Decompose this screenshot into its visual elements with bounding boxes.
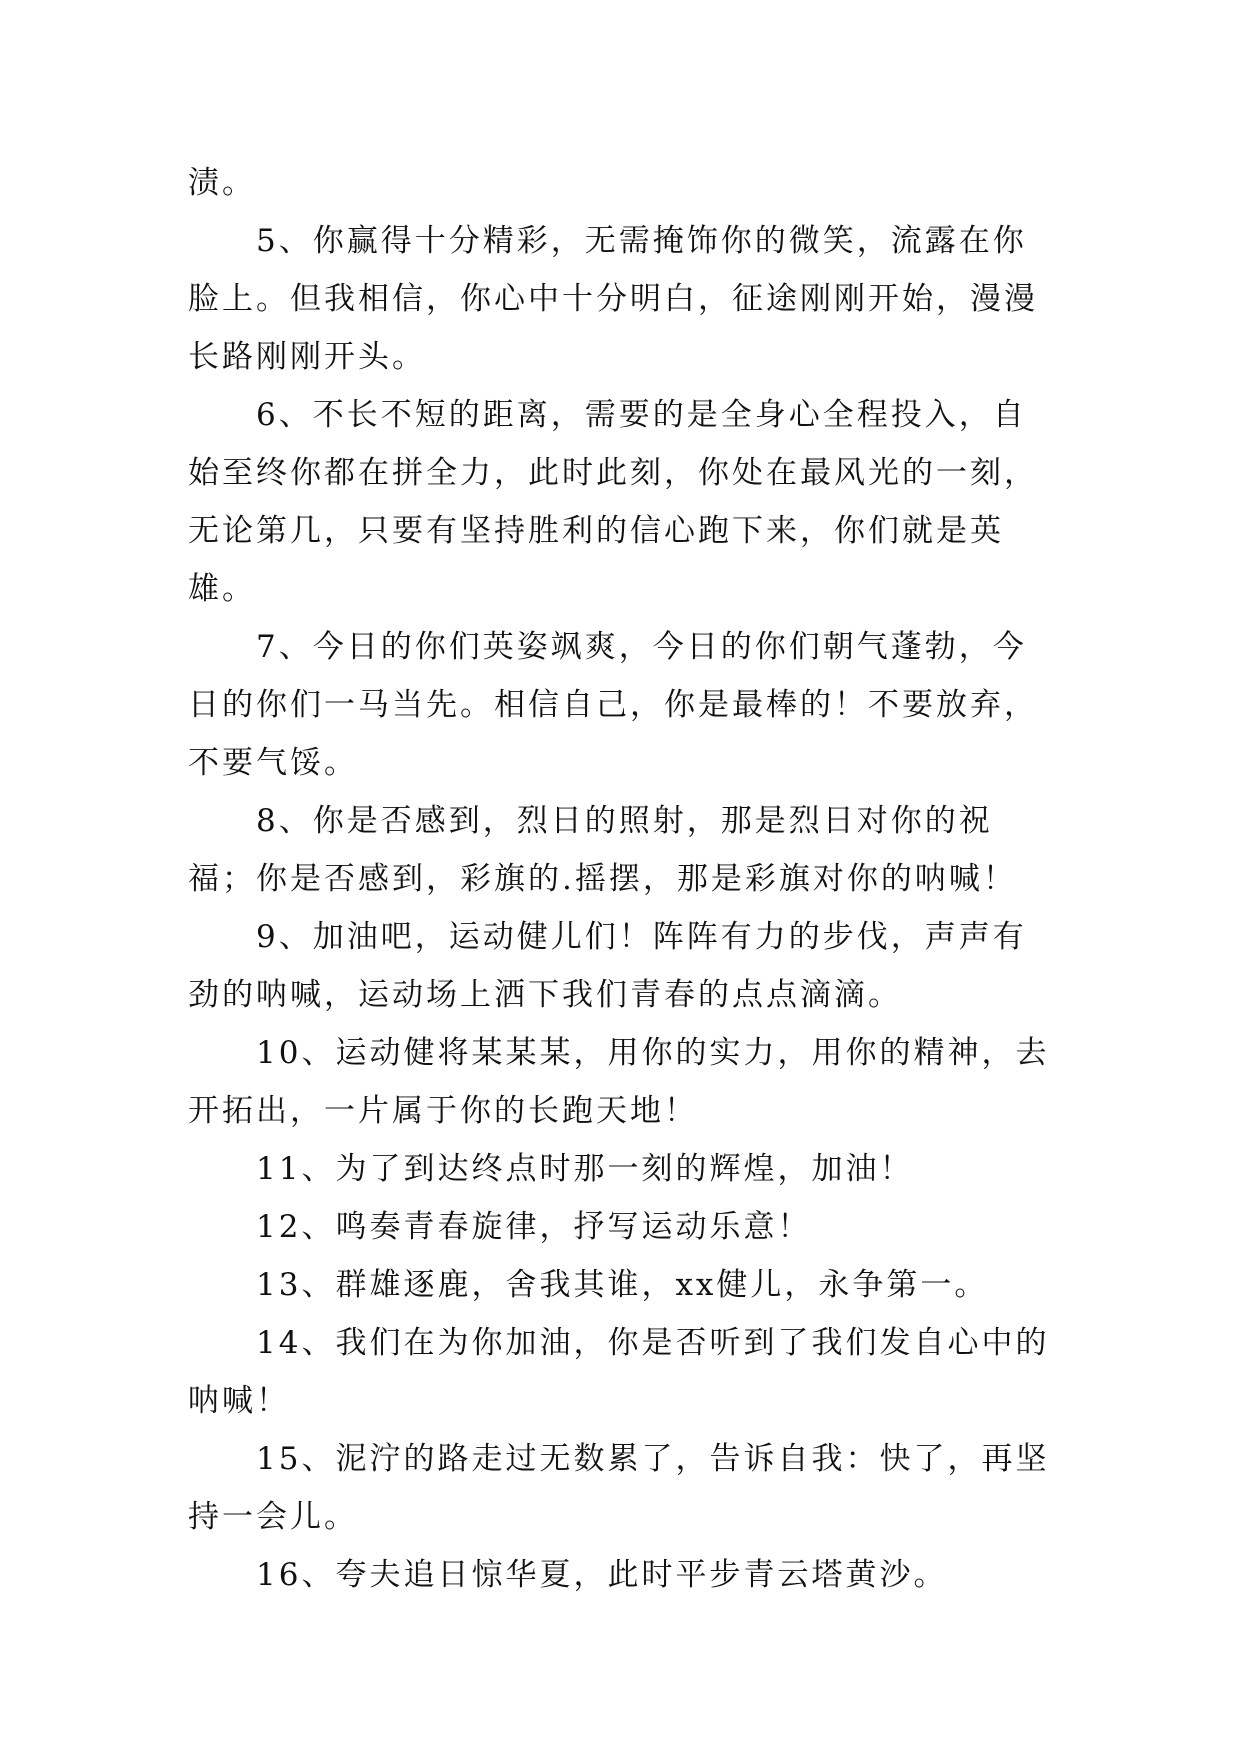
paragraph-15: 15、泥泞的路走过无数累了，告诉自我：快了，再坚持一会儿。 [188,1441,1050,1535]
paragraph-13: 13、群雄逐鹿，舍我其谁，xx健儿，永争第一。 [256,1267,989,1303]
paragraph-5: 5、你赢得十分精彩，无需掩饰你的微笑，流露在你脸上。但我相信，你心中十分明白，征途刚刚开始，漫漫长路刚刚开头。 [188,223,1038,375]
paragraph-fragment: 渍。 [188,165,256,201]
paragraph-10: 10、运动健将某某某，用你的实力，用你的精神，去开拓出，一片属于你的长跑天地！ [188,1035,1050,1129]
paragraph-14: 14、我们在为你加油，你是否听到了我们发自心中的呐喊！ [188,1325,1050,1419]
paragraph-6: 6、不长不短的距离，需要的是全身心全程投入，自始至终你都在拼全力，此时此刻，你处在最风光的一刻，无论第几，只要有坚持胜利的信心跑下来，你们就是英雄。 [188,397,1038,607]
paragraph-12: 12、鸣奏青春旋律，抒写运动乐意！ [256,1209,812,1245]
paragraph-11: 11、为了到达终点时那一刻的辉煌，加油！ [256,1151,914,1187]
paragraph-7: 7、今日的你们英姿飒爽，今日的你们朝气蓬勃，今日的你们一马当先。相信自己，你是最棒的！不要放弃，不要气馁。 [188,629,1038,781]
paragraph-8: 8、你是否感到，烈日的照射，那是烈日对你的祝福；你是否感到，彩旗的.摇摆，那是彩旗对你的呐喊！ [188,803,1017,897]
paragraph-9: 9、加油吧，运动健儿们！阵阵有力的步伐，声声有劲的呐喊，运动场上洒下我们青春的点点滴滴。 [188,919,1027,1013]
paragraph-16: 16、夸夫追日惊华夏，此时平步青云塔黄沙。 [256,1557,948,1593]
document-body [188,154,1050,1604]
